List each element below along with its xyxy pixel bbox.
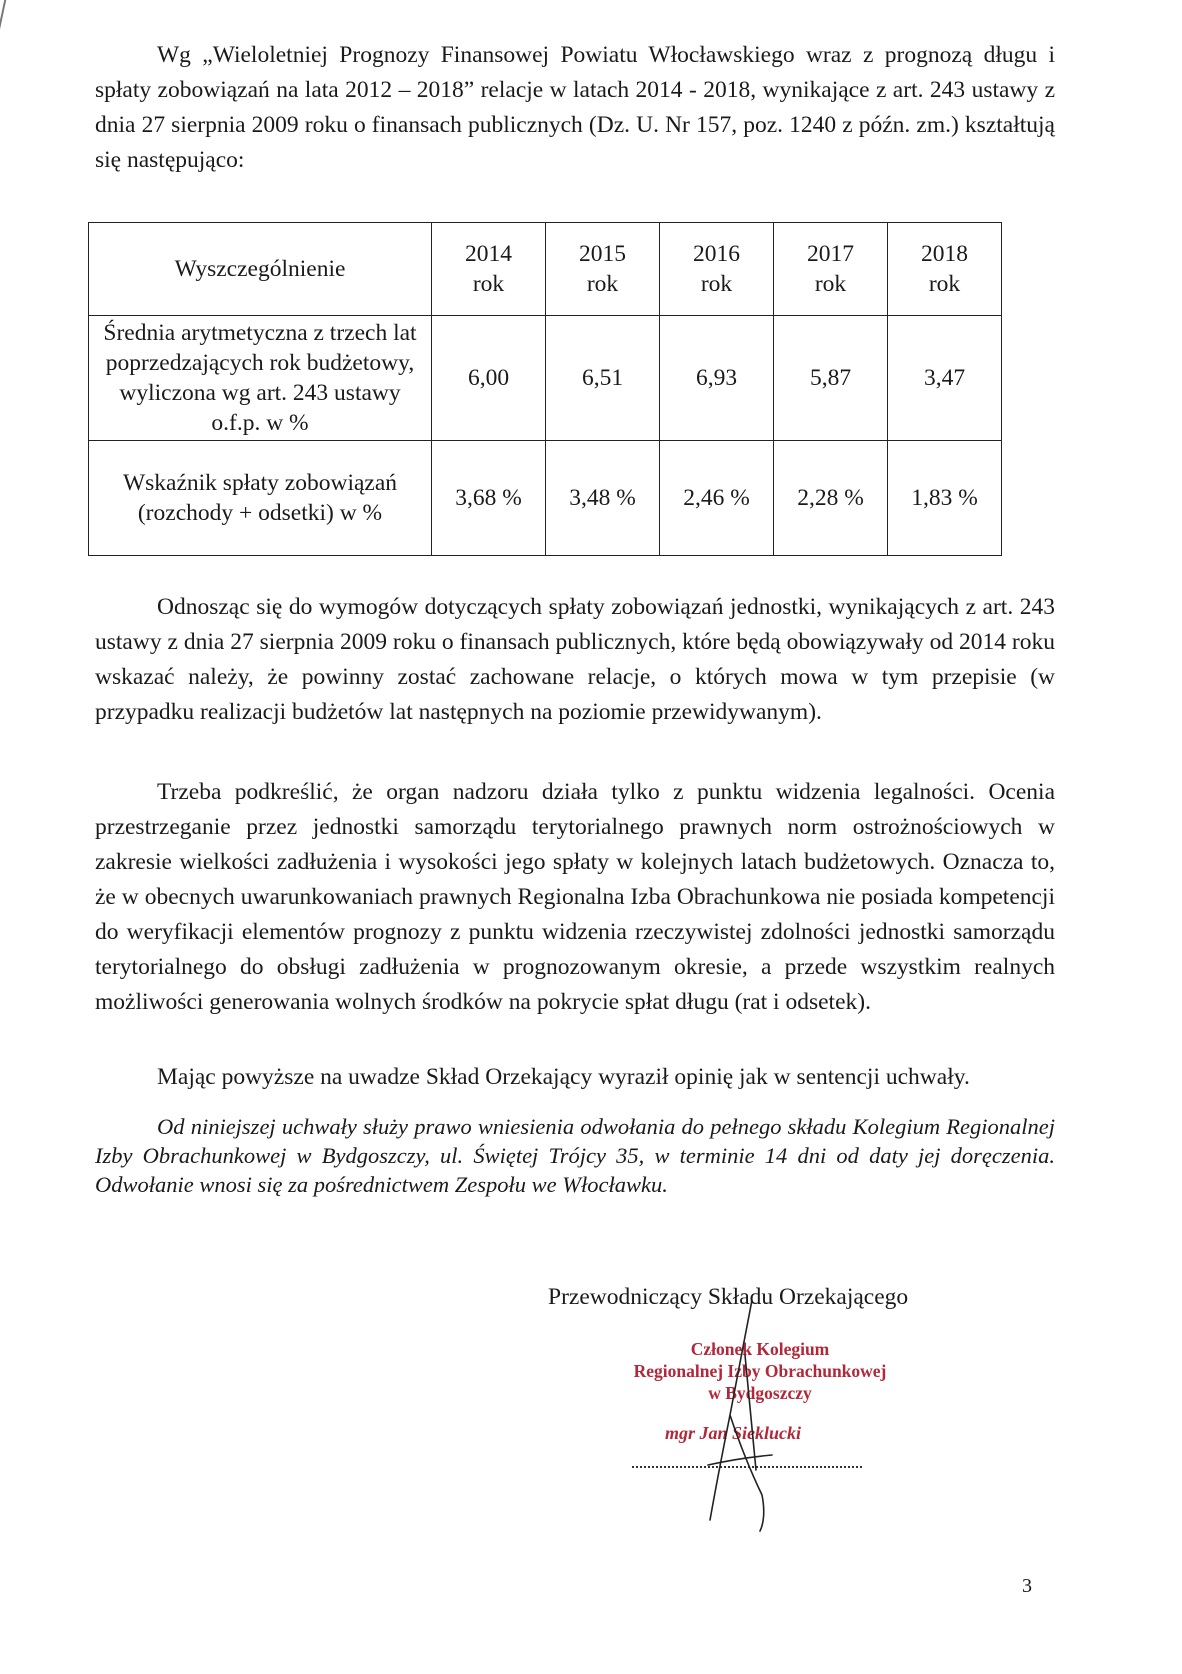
page-number: 3 [1022,1575,1032,1597]
table-header-year [774,223,888,316]
year-value: 2018 [921,241,968,267]
table-cell: 5,87 [774,316,888,441]
table-header-row [89,223,1002,316]
body-paragraph: Trzeba podkreślić, że organ nadzoru działa tylko z punktu widzenia legalności. Ocenia przestrzeganie przez jednostki samorządu terytorialnego prawnych norm ostrożnościowych w zakresie wielkości zadłużenia i wysokości jego spłaty w kolejnych latach budżetowych. Oznacza to, że w obecnych uwarunkowaniach prawnych Regionalna Izba Obrachunkowa nie posiada kompetencji do weryfikacji elementów prognozy z punktu widzenia rzeczywistej zdolności jednostki samorządu terytorialnego do obsługi zadłużenia w prognozowanym okresie, a przede wszystkim realnych możliwości generowania wolnych środków na pokrycie spłat długu (rat i odsetek). [95,779,1055,1015]
table-header-year [660,223,774,316]
table-header-year [888,223,1002,316]
year-value: 2017 [807,241,854,267]
stamp-line: w Bydgoszczy [708,1383,812,1403]
year-unit: rok [928,271,961,297]
year-unit: rok [700,271,733,297]
table-cell: 6,51 [546,316,660,441]
row-label: Wskaźnik spłaty zobowiązań (rozchody + odsetki) w % [89,441,432,556]
table-header-label: Wyszczególnienie [89,223,432,316]
table-cell: 3,47 [888,316,1002,441]
appeal-notice: Od niniejszej uchwały służy prawo wniesienia odwołania do pełnego składu Kolegium Regionalnej Izby Obrachunkowej w Bydgoszczy, ul. Świętej Trójcy 35, w terminie 14 dni od daty jej doręczenia. Odwołanie wnosi się za pośrednictwem Zespołu we Włocławku. [95,1114,1055,1197]
handwritten-signature [690,1295,780,1535]
year-value: 2015 [579,241,626,267]
row-label: Średnia arytmetyczna z trzech lat poprzedzających rok budżetowy, wyliczona wg art. 243 ustawy o.f.p. w % [89,316,432,441]
stamp-name: mgr Jan Sieklucki [665,1423,802,1443]
year-unit: rok [586,271,619,297]
stamp-line: Regionalnej Izby Obrachunkowej [633,1361,887,1381]
intro-paragraph: Wg „Wieloletniej Prognozy Finansowej Powiatu Włocławskiego wraz z prognozą długu i spłaty zobowiązań na lata 2012 – 2018” relacje w latach 2014 - 2018, wynikające z art. 243 ustawy z dnia 27 sierpnia 2009 roku o finansach publicznych (Dz. U. Nr 157, poz. 1240 z późn. zm.) kształtują się następująco: [95,42,1055,173]
year-unit: rok [472,271,505,297]
signature-title: Przewodniczący Składu Orzekającego [548,1284,909,1310]
table-cell: 2,46 % [660,441,774,556]
stamp-line: Członek Kolegium [690,1339,830,1359]
table-header-year [546,223,660,316]
scan-edge-mark [0,0,18,40]
year-value: 2014 [465,241,512,267]
table-cell: 6,93 [660,316,774,441]
body-paragraph: Odnosząc się do wymogów dotyczących spłaty zobowiązań jednostki, wynikających z art. 243 ustawy z dnia 27 sierpnia 2009 roku o finansach publicznych, które będą obowiązywały od 2014 roku wskazać należy, że powinny zostać zachowane relacje, o których mowa w tym przepisie (w przypadku realizacji budżetów lat następnych na poziomie przewidywanym). [95,594,1055,725]
table-cell: 6,00 [432,316,546,441]
table-cell: 3,68 % [432,441,546,556]
table-header-year [432,223,546,316]
year-value: 2016 [693,241,740,267]
table-cell: 1,83 % [888,441,1002,556]
year-unit: rok [814,271,847,297]
body-paragraph: Mając powyższe na uwadze Skład Orzekający wyraził opinię jak w sentencji uchwały. [157,1064,970,1090]
table-row [89,441,1002,556]
debt-ratio-table [88,222,1002,556]
table-cell: 2,28 % [774,441,888,556]
table-row [89,316,1002,441]
table-cell: 3,48 % [546,441,660,556]
